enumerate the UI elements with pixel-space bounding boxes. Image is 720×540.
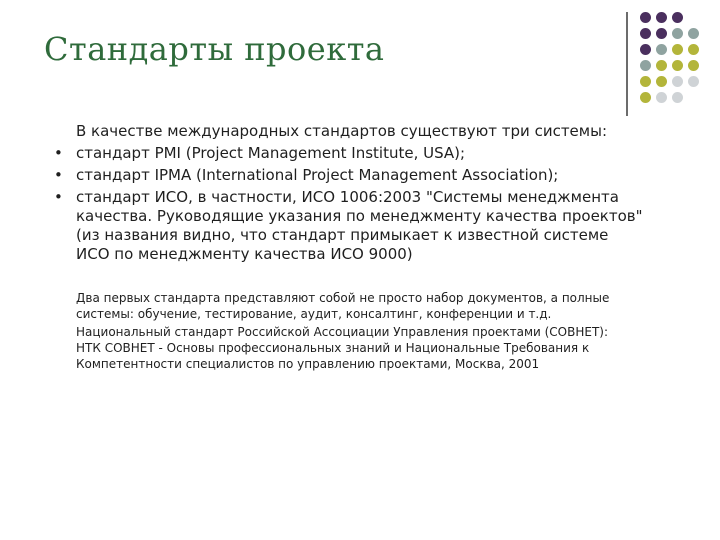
decorative-dot [672, 60, 683, 71]
decorative-dot [640, 44, 651, 55]
decorative-dot [672, 92, 683, 103]
decorative-dot [688, 28, 699, 39]
decorative-dot [640, 60, 651, 71]
decorative-dot [688, 44, 699, 55]
decorative-dot [640, 92, 651, 103]
bullet-icon: • [54, 144, 63, 162]
decorative-dot [656, 60, 667, 71]
list-item [54, 144, 644, 163]
list-item [54, 166, 644, 185]
intro-text: В качестве международных стандартов существуют три системы: [76, 122, 607, 140]
note-paragraph: Национальный стандарт Российской Ассоциации Управления проектами (СОВНЕТ): НТК СОВНЕТ - Основы профессиональных знаний и Национальные Требования к Компетентности специалистов по управлению проектами, Москва, 2001 [76, 325, 609, 371]
decorative-dot [640, 76, 651, 87]
slide-title: Стандарты проекта [44, 30, 385, 68]
decorative-dot [640, 12, 651, 23]
note-paragraph: Два первых стандарта представляют собой не просто набор документов, а полные системы: обучение, тестирование, аудит, консалтинг, конференции и т.д. [76, 291, 610, 321]
decorative-dot [656, 76, 667, 87]
decorative-dot [672, 44, 683, 55]
list-item [54, 188, 644, 264]
decorative-dot [672, 76, 683, 87]
decorative-dot [656, 12, 667, 23]
list-item-text: стандарт ИСО, в частности, ИСО 1006:2003 "Системы менеджмента качества. Руководящие указания по менеджменту качества проектов" (из названия видно, что стандарт примыкает к известной системе ИСО по менеджменту качества ИСО 9000) [76, 188, 643, 263]
bullet-icon: • [54, 188, 63, 206]
list-item-text: стандарт IPMA (International Project Management Association); [76, 166, 559, 184]
standards-list [54, 144, 644, 264]
decorative-dot [688, 60, 699, 71]
decorative-dot [656, 92, 667, 103]
decorative-divider [626, 12, 628, 116]
notes-block [76, 290, 636, 372]
decorative-dot [672, 28, 683, 39]
decorative-dot [640, 28, 651, 39]
decorative-dot [672, 12, 683, 23]
slide-body [54, 122, 644, 374]
decorative-dot-grid [640, 12, 704, 108]
decorative-dot [688, 76, 699, 87]
list-item-text: стандарт PMI (Project Management Institute, USA); [76, 144, 466, 162]
decorative-dot [656, 28, 667, 39]
decorative-dot [656, 44, 667, 55]
bullet-icon: • [54, 166, 63, 184]
